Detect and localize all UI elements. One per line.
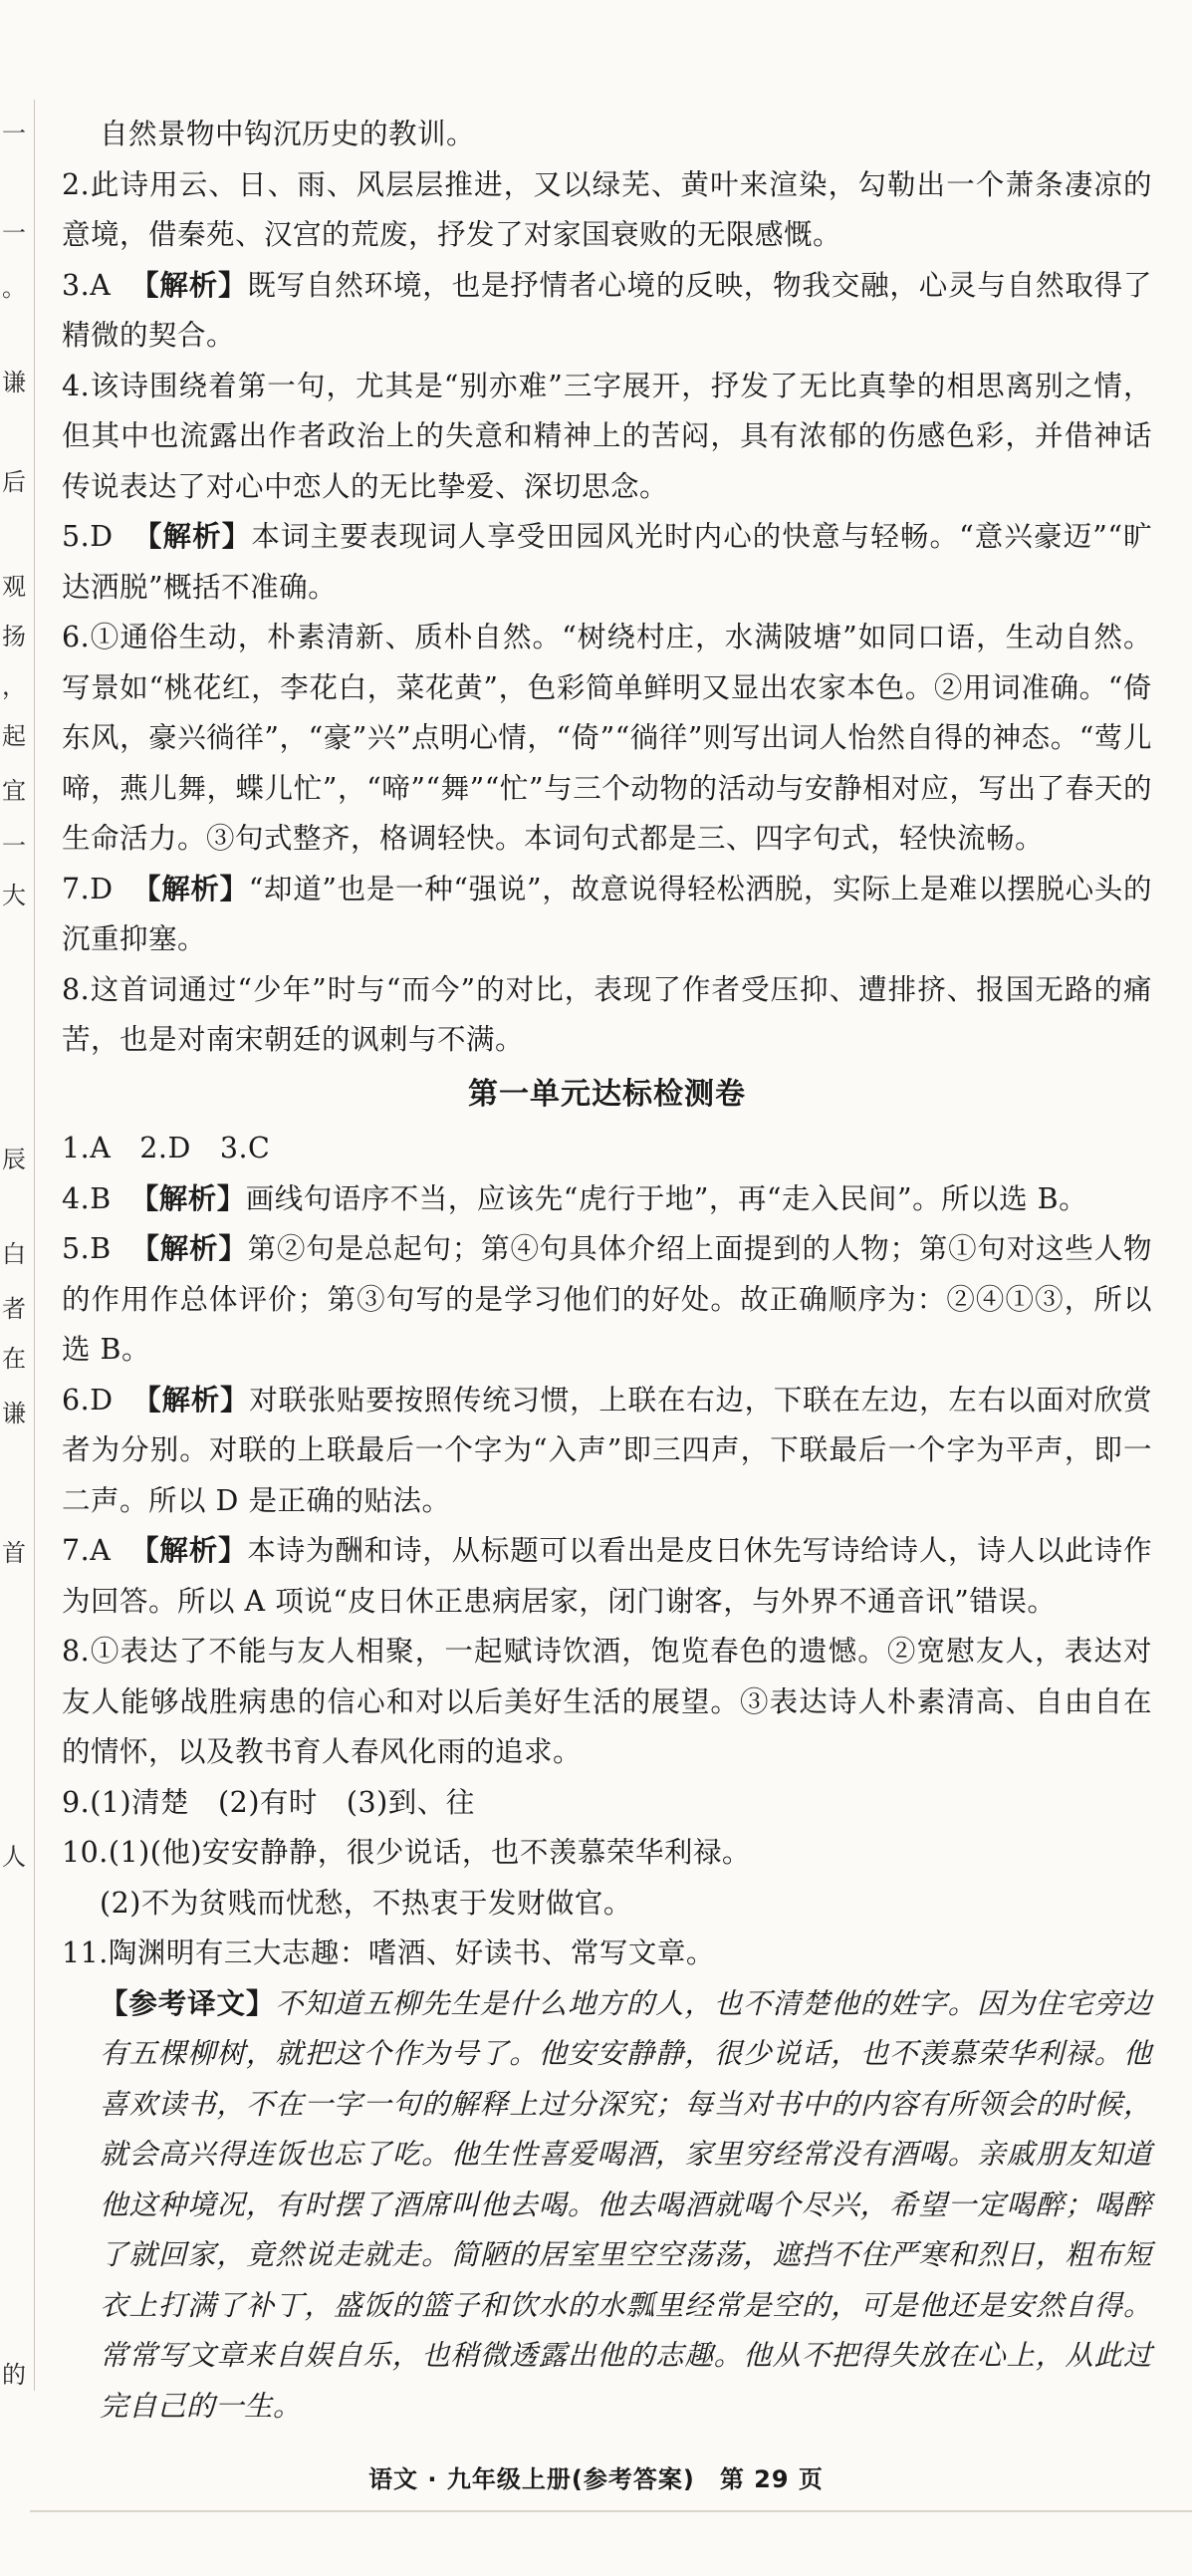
answer-line <box>62 1929 1152 1979</box>
answer-text: 11.陶渊明有三大志趣：嗜酒、好读书、常写文章。 <box>62 1936 715 1969</box>
margin-char: 谦 <box>2 369 26 396</box>
answer-text: 1.A 2.D 3.C <box>62 1132 271 1164</box>
answer-label: 3.A <box>62 268 112 302</box>
answer-line <box>62 362 1152 513</box>
answer-label: 7.A <box>62 1534 112 1567</box>
margin-char: 辰 <box>2 1146 26 1173</box>
margin-char: 扬 <box>2 623 26 650</box>
answer-text: 8.①表达了不能与友人相聚，一起赋诗饮酒，饱览春色的遗憾。②宽慰友人，表达对友人能够战胜病患的信心和对以后美好生活的展望。③表达诗人朴素清高、自由自在的情怀，以及教书育人春风化雨的追求。 <box>62 1635 1152 1768</box>
answer-text: 自然景物中钩沉历史的教训。 <box>100 118 476 150</box>
answer-text: 对联张贴要按照传统习惯，上联在右边，下联在左边，左右以面对欣赏者为分别。对联的上联最后一个字为“入声”即三四声，下联最后一个字为平声，即一二声。所以 D 是正确的贴法。 <box>62 1383 1152 1517</box>
gutter-divider <box>34 100 35 2391</box>
margin-char: 在 <box>2 1345 26 1373</box>
margin-char: 一 <box>2 832 26 860</box>
margin-char: 的 <box>2 2361 26 2389</box>
bottom-divider <box>30 2510 1192 2512</box>
margin-char: 起 <box>2 722 26 750</box>
answer-text: 画线句语序不当，应该先“虎行于地”，再“走入民间”。所以选 B。 <box>245 1181 1088 1215</box>
left-margin-fragments <box>0 0 30 2576</box>
answer-line <box>62 1224 1152 1376</box>
answer-text: 4.该诗围绕着第一句，尤其是“别亦难”三字展开，抒发了无比真挚的相思离别之情，但其中也流露出作者政治上的失意和精神上的苦闷，具有浓郁的伤感色彩，并借神话传说表达了对心中恋人的无比挚爱、深切思念。 <box>62 369 1152 503</box>
answer-text: 本诗为酬和诗，从标题可以看出是皮日休先写诗给诗人，诗人以此诗作为回答。所以 A 项说“皮日休正患病居家，闭门谢客，与外界不通音讯”错误。 <box>62 1534 1152 1618</box>
answer-line <box>62 261 1152 362</box>
page-footer: 语文 · 九年级上册(参考答案) 第 29 页 <box>368 2465 824 2493</box>
answer-line <box>62 1627 1152 1778</box>
answer-line <box>62 1124 1152 1174</box>
answer-line <box>62 512 1152 613</box>
margin-char: 白 <box>2 1240 26 1268</box>
answer-text: 8.这首词通过“少年”时与“而今”的对比，表现了作者受压抑、遭排挤、报国无路的痛苦，也是对南宋朝廷的讽刺与不满。 <box>62 972 1152 1056</box>
answer-text: 6.①通俗生动，朴素清新、质朴自然。“树绕村庄，水满陂塘”如同口语，生动自然。写景如“桃花红，李花白，菜花黄”，色彩简单鲜明又显出农家本色。②用词准确。“倚东风，豪兴徜徉”，“豪”兴”点明心情，“倚”“徜徉”则写出词人怡然自得的神态。“莺儿啼，燕儿舞，蝶儿忙”，“啼”“舞”“忙”与三个动物的活动与安静相对应，写出了春天的生命活力。③句式整齐，格调轻快。本词句式都是三、四字句式，轻快流畅。 <box>62 621 1152 855</box>
answer-line <box>62 160 1152 261</box>
margin-char: 首 <box>2 1539 26 1567</box>
analysis-tag: 【解析】 <box>129 1181 246 1215</box>
margin-char: 大 <box>2 882 26 909</box>
answer-line <box>62 1828 1152 1879</box>
answer-text: 2.此诗用云、日、雨、风层层推进，又以绿芜、黄叶来渲染，勾勒出一个萧条凄凉的意境，借秦苑、汉宫的荒废，抒发了对家国衰败的无限感慨。 <box>62 167 1152 251</box>
answer-text: 第②句是总起句；第④句具体介绍上面提到的人物；第①句对这些人物的作用作总体评价；第③句写的是学习他们的好处。故正确顺序为：②④①③，所以选 B。 <box>62 1232 1152 1366</box>
margin-char: 宜 <box>2 777 26 805</box>
analysis-tag: 【解析】 <box>132 520 252 553</box>
translation-tag: 【参考译文】 <box>100 1986 276 2020</box>
answer-text: “却道”也是一种“强说”，故意说得轻松洒脱，实际上是难以摆脱心头的沉重抑塞。 <box>62 872 1152 955</box>
answer-label: 4.B <box>62 1181 112 1215</box>
margin-char: 人 <box>2 1843 26 1871</box>
answer-label: 6.D <box>62 1383 114 1417</box>
answer-line <box>62 965 1152 1066</box>
answer-line <box>62 1526 1152 1627</box>
answer-text: 9.(1)清楚 (2)有时 (3)到、往 <box>62 1785 475 1819</box>
answer-text: 既写自然环境，也是抒情者心境的反映，物我交融，心灵与自然取得了精微的契合。 <box>62 268 1152 352</box>
margin-char: ， <box>2 672 26 700</box>
answer-line <box>62 110 1152 160</box>
answer-text: (2)不为贫贱而忧愁，不热衷于发财做官。 <box>100 1886 632 1920</box>
answer-label: 7.D <box>62 872 114 905</box>
answer-label: 5.B <box>62 1232 112 1265</box>
answer-text: 10.(1)(他)安安静静，很少说话，也不羡慕荣华利禄。 <box>62 1836 751 1869</box>
margin-char: 。 <box>2 274 26 302</box>
analysis-tag: 【解析】 <box>132 872 249 905</box>
analysis-tag: 【解析】 <box>130 1232 248 1265</box>
margin-char: 一 <box>2 219 26 247</box>
answer-text: 本词主要表现词人享受田园风光时内心的快意与轻畅。“意兴豪迈”“旷达洒脱”概括不准确。 <box>62 520 1152 604</box>
translation-text: 不知道五柳先生是什么地方的人，也不清楚他的姓字。因为住宅旁边有五棵柳树，就把这个作为号了。他安安静静，很少说话，也不羡慕荣华利禄。他喜欢读书，不在一字一句的解释上过分深究；每当对书中的内容有所领会的时候，就会高兴得连饭也忘了吃。他生性喜爱喝酒，家里穷经常没有酒喝。亲戚朋友知道他这种境况，有时摆了酒席叫他去喝。他去喝酒就喝个尽兴，希望一定喝醉；喝醉了就回家，竟然说走就走。简陋的居室里空空荡荡，遮挡不住严寒和烈日，粗布短衣上打满了补丁，盛饭的篮子和饮水的水瓢里经常是空的，可是他还是安然自得。常常写文章来自娱自乐，也稍微透露出他的志趣。他从不把得失放在心上，从此过完自己的一生。 <box>100 1986 1152 2423</box>
answer-line <box>62 1376 1152 1527</box>
answer-line <box>62 613 1152 865</box>
section-title: 第一单元达标检测卷 <box>468 1076 746 1112</box>
answer-line <box>62 1778 1152 1829</box>
analysis-tag: 【解析】 <box>130 1534 248 1567</box>
answer-line <box>62 1174 1152 1225</box>
margin-char: 者 <box>2 1295 26 1323</box>
margin-char: 后 <box>2 468 26 496</box>
analysis-tag: 【解析】 <box>130 268 248 302</box>
margin-char: 观 <box>2 573 26 601</box>
margin-char: 谦 <box>2 1400 26 1427</box>
answer-line <box>62 1879 1152 1930</box>
answer-line <box>62 865 1152 965</box>
answer-content <box>62 110 1152 2432</box>
margin-char: 一 <box>2 120 26 147</box>
answer-label: 5.D <box>62 520 114 553</box>
analysis-tag: 【解析】 <box>132 1383 250 1417</box>
reference-translation <box>62 1979 1152 2433</box>
